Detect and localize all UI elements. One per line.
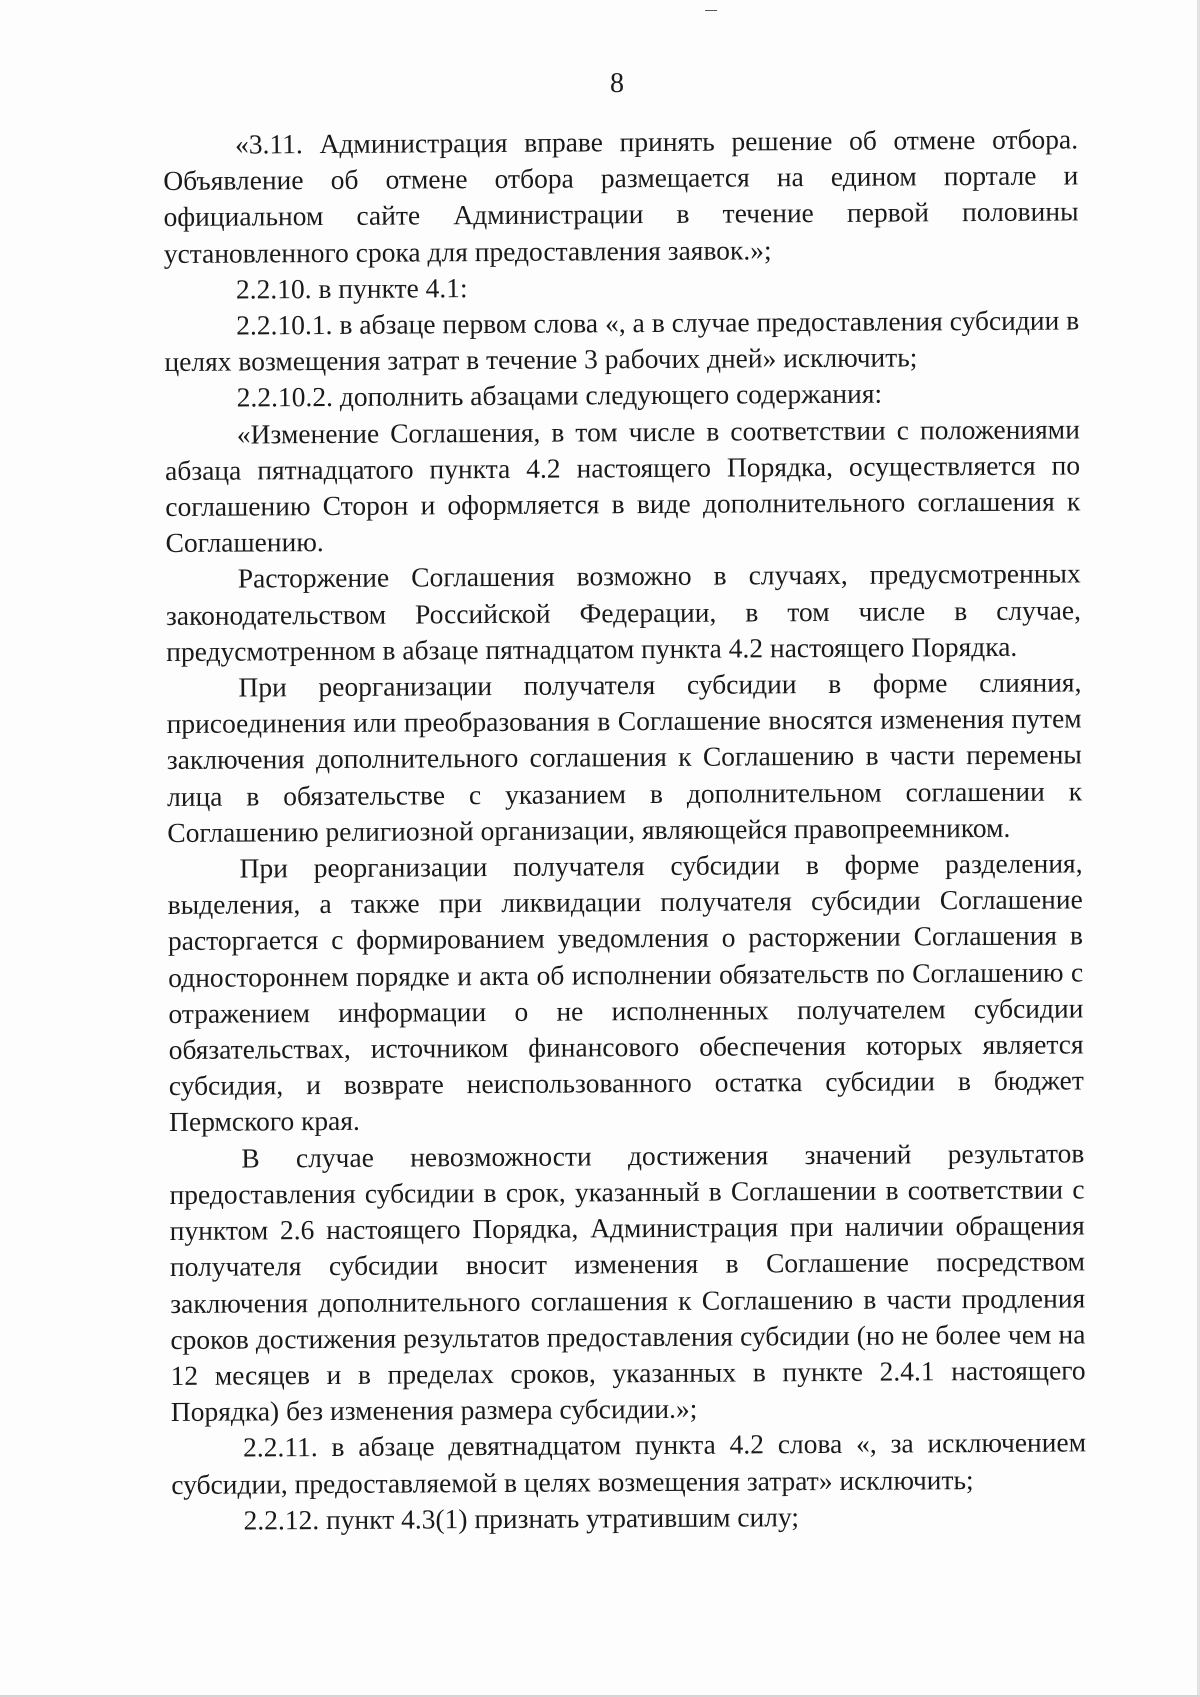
paragraph-2-2-10: 2.2.10. в пункте 4.1:: [235, 271, 468, 305]
paragraph-results-extension: В случае невозможности достижения значений результатов предоставления субсидии в срок, указанный в Соглашении в соответствии с пунктом 2.6 настоящего Порядка, Администрация при наличии обращения получателя субсидии вносит изменения в Соглашение посредством заключения дополнительного соглашения к Соглашению в части продления сроков достижения результатов предоставления субсидии (но не более чем на 12 месяцев и в пределах сроков, указанных в пункте 2.4.1 настоящего Порядка) без изменения размера субсидии.»;: [169, 1137, 1086, 1428]
paragraph-2-2-10-2: 2.2.10.2. дополнить абзацами следующего содержания:: [236, 378, 883, 413]
paragraph-2-2-11: 2.2.11. в абзаце девятнадцатом пункта 4.2 слова «, за исключением субсидии, предоставляемой в целях возмещения затрат» исключить;: [171, 1426, 1087, 1500]
paragraph-reorganization-division: При реорганизации получателя субсидии в форме разделения, выделения, а также при ликвидации получателя субсидии Соглашение расторгается с формированием уведомления о расторжении Соглашения в одностороннем порядке и акта об исполнении обязательств по Соглашению с отражением информации о не исполненных получателем субсидии обязательствах, источником финансового обеспечения которых является субсидия, и возврате неиспользованного остатка субсидии в бюджет Пермского края.: [167, 847, 1084, 1138]
paragraph-3-11: «3.11. Администрация вправе принять решение об отмене отбора. Объявление об отмене отбора размещается на едином портале и официальном сайте Администрации в течение первой половины установленного срока для предоставления заявок.»;: [163, 123, 1079, 269]
paragraph-2-2-12: 2.2.12. пункт 4.3(1) признать утратившим силу;: [243, 1500, 800, 1536]
paragraph-agreement-change: «Изменение Соглашения, в том числе в соответствии с положениями абзаца пятнадцатого пункта 4.2 настоящего Порядка, осуществляется по соглашению Сторон и оформляется в виде дополнительного соглашения к Соглашению.: [165, 413, 1081, 559]
document-body: [163, 121, 1087, 1538]
paragraph-reorganization-merger: При реорганизации получателя субсидии в форме слияния, присоединения или преобразования в Соглашение вносятся изменения путем заключения дополнительного соглашения к Соглашению в части перемены лица в обязательстве с указанием в дополнительном соглашении к Соглашению религиозной организации, являющейся правопреемником.: [166, 666, 1083, 848]
scan-mark: [705, 10, 717, 11]
page-number: 8: [610, 68, 624, 99]
paragraph-2-2-10-1: 2.2.10.1. в абзаце первом слова «, а в случае предоставления субсидии в целях возмещения затрат в течение 3 рабочих дней» исключить;: [164, 304, 1080, 378]
paragraph-agreement-termination: Расторжение Соглашения возможно в случаях, предусмотренных законодательством Российской Федерации, в том числе в случае, предусмотренном в абзаце пятнадцатом пункта 4.2 настоящего Порядка.: [165, 557, 1082, 667]
